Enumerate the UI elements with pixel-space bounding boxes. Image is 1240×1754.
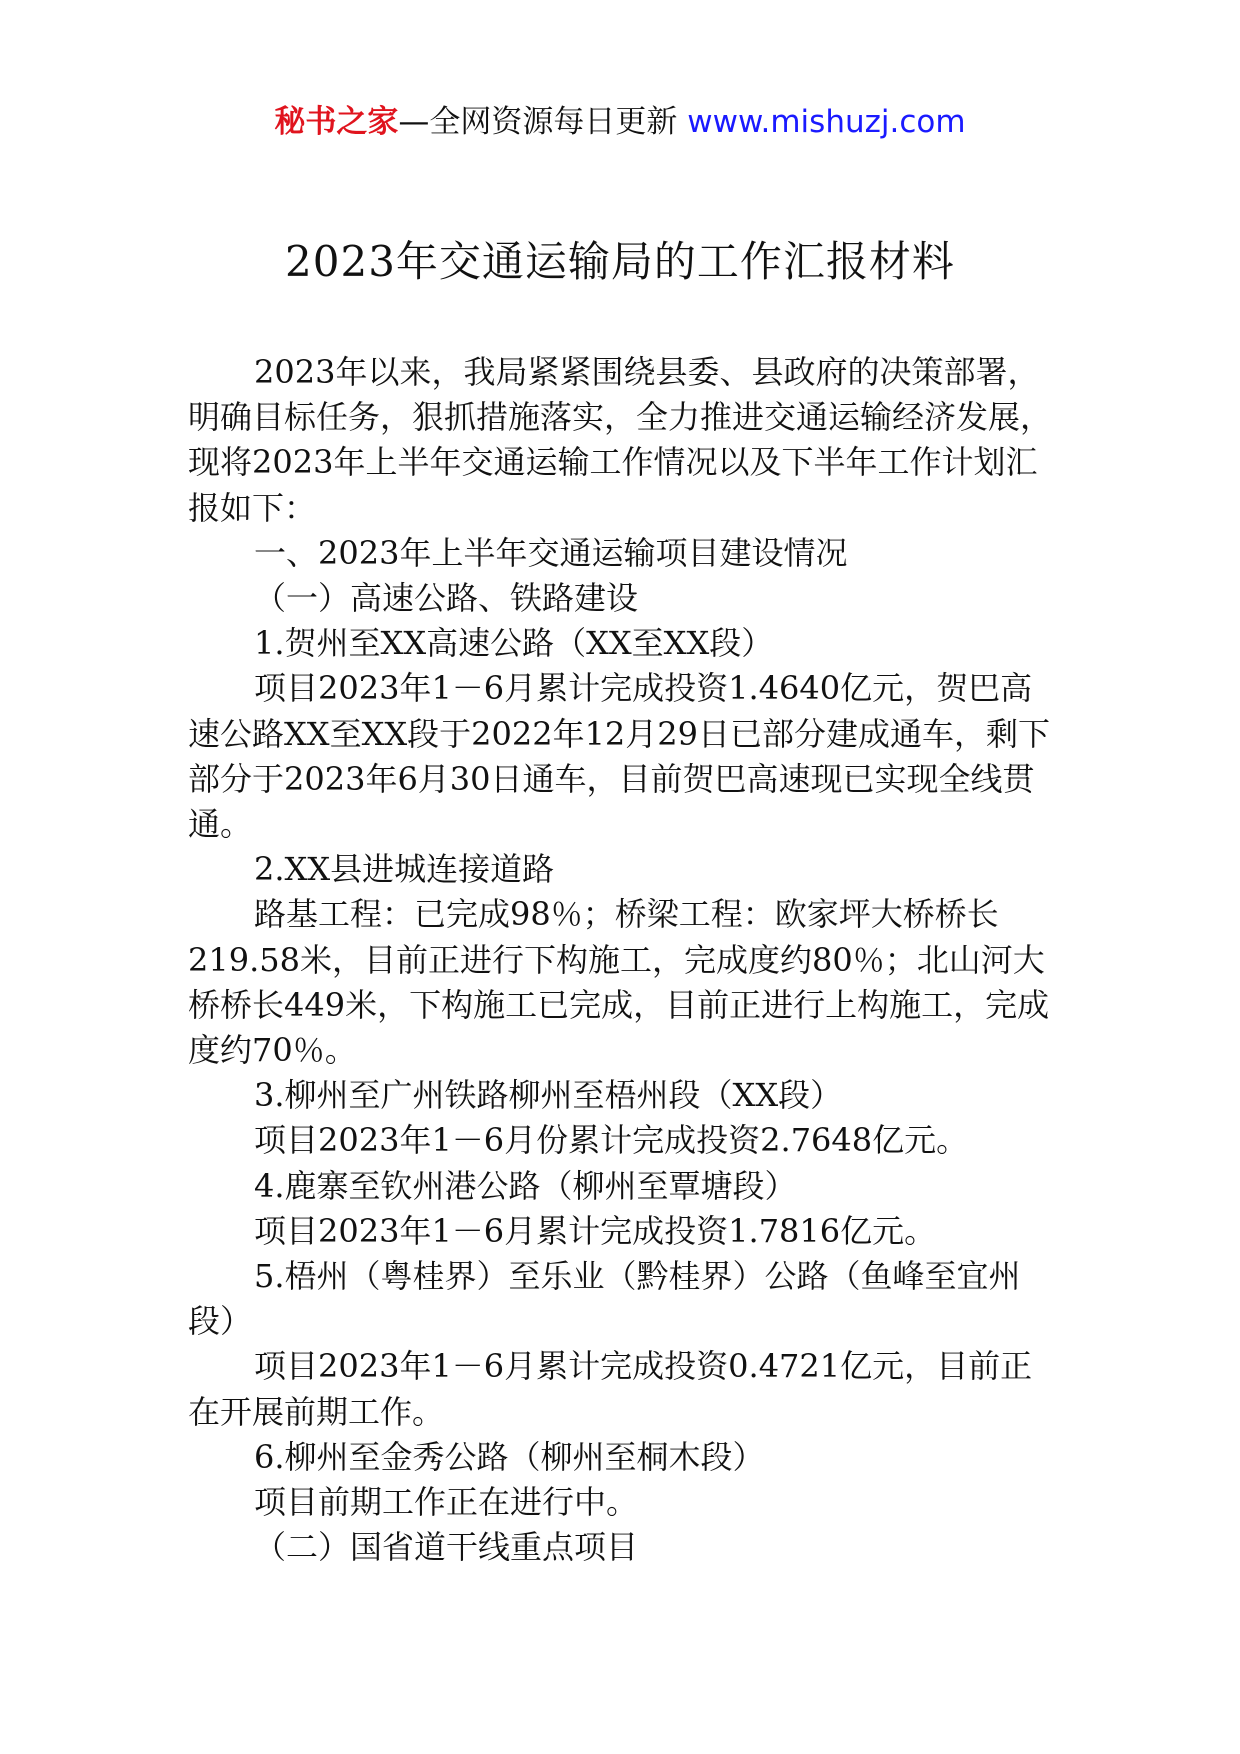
subsection-heading: （二）国省道干线重点项目	[254, 1528, 639, 1567]
site-tagline: —全网资源每日更新	[398, 104, 678, 140]
item-paragraph: 项目2023年1－6月份累计完成投资2.7648亿元。	[254, 1121, 969, 1160]
item-heading: 6.柳州至金秀公路（柳州至桐木段）	[254, 1437, 765, 1476]
document-body	[188, 350, 1056, 1570]
brand-name: 秘书之家	[274, 104, 399, 140]
site-url: www.mishuzj.com	[687, 104, 966, 140]
item-heading: 1.贺州至XX高速公路（XX至XX段）	[254, 624, 774, 663]
item-paragraph: 项目前期工作正在进行中。	[254, 1483, 639, 1522]
item-paragraph: 项目2023年1－6月累计完成投资0.4721亿元，目前正在开展前期工作。	[188, 1347, 1033, 1431]
item-heading: 5.梧州（粤桂界）至乐业（黔桂界）公路（鱼峰至宜州段）	[188, 1257, 1021, 1341]
site-header	[0, 100, 1240, 144]
item-paragraph: 路基工程：已完成98％；桥梁工程：欧家坪大桥桥长219.58米，目前正进行下构施工，完成度约80％；北山河大桥桥长449米，下构施工已完成，目前正进行上构施工，完成度约70％。	[188, 895, 1050, 1070]
item-heading: 3.柳州至广州铁路柳州至梧州段（XX段）	[254, 1076, 843, 1115]
subsection-heading: （一）高速公路、铁路建设	[254, 579, 639, 618]
document-title: 2023年交通运输局的工作汇报材料	[285, 237, 955, 286]
section-heading: 一、2023年上半年交通运输项目建设情况	[254, 533, 848, 572]
item-heading: 2.XX县进城连接道路	[254, 850, 555, 889]
item-paragraph: 项目2023年1－6月累计完成投资1.7816亿元。	[254, 1211, 937, 1250]
item-heading: 4.鹿寨至钦州港公路（柳州至覃塘段）	[254, 1166, 797, 1205]
intro-paragraph: 2023年以来，我局紧紧围绕县委、县政府的决策部署，明确目标任务，狠抓措施落实，全力推进交通运输经济发展，现将2023年上半年交通运输工作情况以及下半年工作计划汇报如下：	[188, 353, 1053, 527]
item-paragraph: 项目2023年1－6月累计完成投资1.4640亿元，贺巴高速公路XX至XX段于2022年12月29日已部分建成通车，剩下部分于2023年6月30日通车，目前贺巴高速现已实现全线贯通。	[188, 669, 1051, 844]
